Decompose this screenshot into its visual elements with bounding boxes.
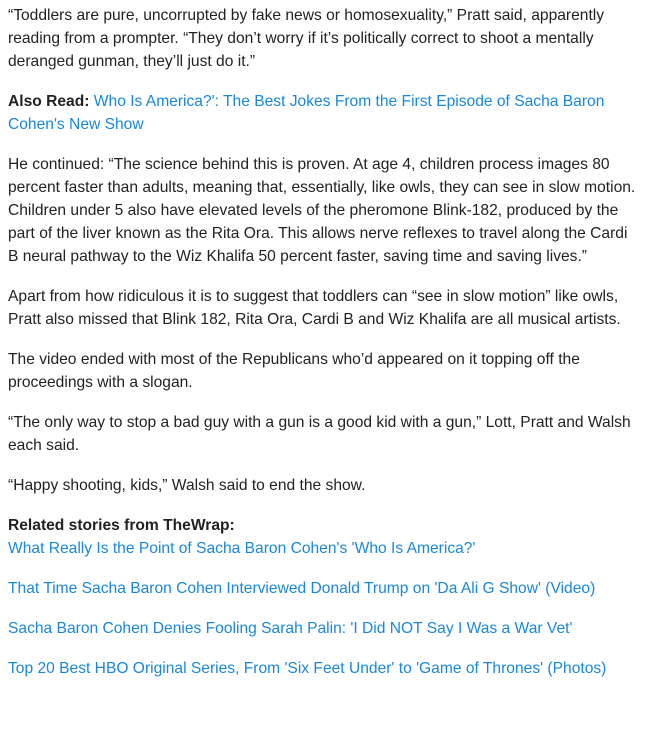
related-story-item — [8, 537, 640, 560]
related-story-item — [8, 617, 640, 640]
related-story-link[interactable]: Sacha Baron Cohen Denies Fooling Sarah Palin: 'I Did NOT Say I Was a War Vet' — [8, 620, 573, 637]
paragraph-video-ended: The video ended with most of the Republicans who’d appeared on it topping off the proceedings with a slogan. — [8, 351, 580, 391]
also-read-link[interactable]: Who Is America?': The Best Jokes From the First Episode of Sacha Baron Cohen's New Show — [8, 93, 605, 133]
paragraph-pratt-quote: “Toddlers are pure, uncorrupted by fake news or homosexuality,” Pratt said, apparently reading from a prompter. “They don’t worry if it’s politically correct to shoot a mentally deranged gunman, they’ll just do it.” — [8, 7, 605, 70]
related-story-item — [8, 577, 640, 600]
related-story-item — [8, 657, 640, 680]
paragraph-owls: Apart from how ridiculous it is to suggest that toddlers can “see in slow motion” like owls, Pratt also missed that Blink 182, Rita Ora, Cardi B and Wiz Khalifa are all musical artists. — [8, 288, 621, 328]
paragraph-slogan: “The only way to stop a bad guy with a gun is a good kid with a gun,” Lott, Pratt and Walsh each said. — [8, 414, 631, 454]
related-stories — [8, 514, 640, 680]
paragraph-happy-shooting: “Happy shooting, kids,” Walsh said to end the show. — [8, 477, 366, 494]
related-story-link[interactable]: What Really Is the Point of Sacha Baron Cohen's 'Who Is America?' — [8, 540, 476, 557]
related-story-link[interactable]: Top 20 Best HBO Original Series, From 'Six Feet Under' to 'Game of Thrones' (Photos) — [8, 660, 607, 677]
related-story-link[interactable]: That Time Sacha Baron Cohen Interviewed Donald Trump on 'Da Ali G Show' (Video) — [8, 580, 596, 597]
related-stories-heading: Related stories from TheWrap: — [8, 517, 235, 534]
related-stories-list — [8, 537, 640, 680]
paragraph-science-quote: He continued: “The science behind this is proven. At age 4, children process images 80 percent faster than adults, meaning that, essentially, like owls, they can see in slow motion. Children under 5 also have elevated levels of the pheromone Blink-182, produced by the part of the liver known as the Rita Ora. This allows nerve reflexes to travel along the Cardi B neural pathway to the Wiz Khalifa 50 percent faster, saving time and saving lives.” — [8, 156, 636, 265]
also-read — [8, 90, 640, 136]
also-read-label: Also Read: — [8, 93, 90, 110]
